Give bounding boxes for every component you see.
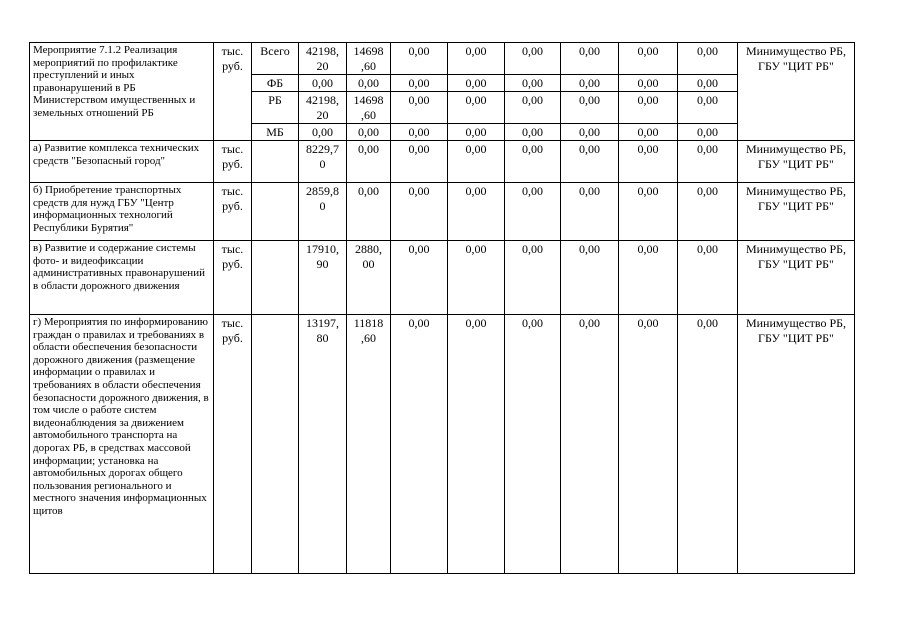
cell-value: 0,00 (448, 124, 505, 141)
cell-value: 0,00 (347, 141, 391, 183)
table-row (30, 241, 855, 315)
cell-value: 0,00 (619, 141, 678, 183)
cell-value: 0,00 (561, 183, 619, 241)
main-unit: тыс. руб. (214, 43, 252, 141)
cell-value: 0,00 (391, 124, 448, 141)
cell-value: 0,00 (391, 92, 448, 124)
cell-value: 2880, 00 (347, 241, 391, 315)
cell-value: 0,00 (448, 315, 505, 574)
cell-value: 0,00 (448, 183, 505, 241)
cell-value: 0,00 (678, 43, 738, 75)
row-description: г) Мероприятия по информированию граждан о правилах и требованиях в области обеспечения безопасности дорожного движения (размещение информации о правилах и требованиях в области обеспечения безопасности дорожного движения, в том числе о работе систем видеонаблюдения за движением автомобильного транспорта на дорогах РБ, в средствах массовой информации; установка на автомобильных дорогах общего пользования регионального и местного значения информационных щитов (30, 315, 214, 574)
cell-value: 0,00 (299, 124, 347, 141)
cell-value: 0,00 (561, 75, 619, 92)
cell-value: 14698 ,60 (347, 43, 391, 75)
cell-value: 0,00 (561, 43, 619, 75)
main-description: Мероприятие 7.1.2 Реализация мероприятий по профилактике преступлений и иных правонарушений в РБ Министерством имущественных и земельных отношений РБ (30, 43, 214, 141)
cell-value: 0,00 (391, 75, 448, 92)
cell-value: 0,00 (561, 92, 619, 124)
cell-value: 0,00 (347, 124, 391, 141)
cell-value: 0,00 (678, 183, 738, 241)
table-row (30, 315, 855, 574)
source-label (252, 241, 299, 315)
cell-value: 0,00 (561, 124, 619, 141)
row-responsible: Минимущество РБ, ГБУ "ЦИТ РБ" (738, 183, 855, 241)
source-label: Всего (252, 43, 299, 75)
cell-value: 0,00 (678, 315, 738, 574)
row-unit: тыс. руб. (214, 141, 252, 183)
cell-value: 0,00 (448, 43, 505, 75)
row-description: а) Развитие комплекса технических средств "Безопасный город" (30, 141, 214, 183)
source-label: МБ (252, 124, 299, 141)
cell-value: 0,00 (505, 124, 561, 141)
cell-value: 0,00 (505, 75, 561, 92)
source-label: ФБ (252, 75, 299, 92)
row-unit: тыс. руб. (214, 183, 252, 241)
cell-value: 0,00 (347, 183, 391, 241)
cell-value: 0,00 (561, 315, 619, 574)
table-row (30, 43, 855, 75)
budget-table (29, 42, 855, 574)
cell-value: 0,00 (505, 43, 561, 75)
table-row (30, 183, 855, 241)
cell-value: 0,00 (505, 92, 561, 124)
cell-value: 42198, 20 (299, 92, 347, 124)
cell-value: 0,00 (391, 315, 448, 574)
cell-value: 0,00 (505, 315, 561, 574)
cell-value: 0,00 (448, 241, 505, 315)
cell-value: 0,00 (561, 241, 619, 315)
source-label: РБ (252, 92, 299, 124)
cell-value: 0,00 (561, 141, 619, 183)
cell-value: 0,00 (678, 75, 738, 92)
cell-value: 0,00 (619, 75, 678, 92)
row-description: в) Развитие и содержание системы фото- и видеофиксации административных правонарушений в области дорожного движения (30, 241, 214, 315)
source-label (252, 183, 299, 241)
cell-value: 0,00 (391, 241, 448, 315)
cell-value: 0,00 (448, 141, 505, 183)
row-unit: тыс. руб. (214, 315, 252, 574)
cell-value: 0,00 (619, 124, 678, 141)
cell-value: 0,00 (619, 43, 678, 75)
cell-value: 14698 ,60 (347, 92, 391, 124)
cell-value: 0,00 (619, 92, 678, 124)
cell-value: 0,00 (619, 241, 678, 315)
cell-value: 2859,8 0 (299, 183, 347, 241)
cell-value: 8229,7 0 (299, 141, 347, 183)
cell-value: 0,00 (347, 75, 391, 92)
cell-value: 0,00 (391, 183, 448, 241)
row-responsible: Минимущество РБ, ГБУ "ЦИТ РБ" (738, 141, 855, 183)
main-responsible: Минимущество РБ, ГБУ "ЦИТ РБ" (738, 43, 855, 141)
cell-value: 11818 ,60 (347, 315, 391, 574)
cell-value: 0,00 (391, 141, 448, 183)
source-label (252, 141, 299, 183)
cell-value: 0,00 (678, 141, 738, 183)
cell-value: 0,00 (678, 92, 738, 124)
row-responsible: Минимущество РБ, ГБУ "ЦИТ РБ" (738, 315, 855, 574)
row-responsible: Минимущество РБ, ГБУ "ЦИТ РБ" (738, 241, 855, 315)
row-unit: тыс. руб. (214, 241, 252, 315)
cell-value: 0,00 (299, 75, 347, 92)
cell-value: 0,00 (448, 92, 505, 124)
table-row (30, 141, 855, 183)
cell-value: 42198, 20 (299, 43, 347, 75)
cell-value: 0,00 (391, 43, 448, 75)
cell-value: 0,00 (678, 241, 738, 315)
cell-value: 0,00 (505, 141, 561, 183)
source-label (252, 315, 299, 574)
cell-value: 0,00 (619, 315, 678, 574)
cell-value: 0,00 (505, 241, 561, 315)
cell-value: 0,00 (448, 75, 505, 92)
cell-value: 0,00 (678, 124, 738, 141)
row-description: б) Приобретение транспортных средств для нужд ГБУ "Центр информационных технологий Республики Бурятия" (30, 183, 214, 241)
cell-value: 0,00 (619, 183, 678, 241)
cell-value: 17910, 90 (299, 241, 347, 315)
cell-value: 0,00 (505, 183, 561, 241)
cell-value: 13197, 80 (299, 315, 347, 574)
